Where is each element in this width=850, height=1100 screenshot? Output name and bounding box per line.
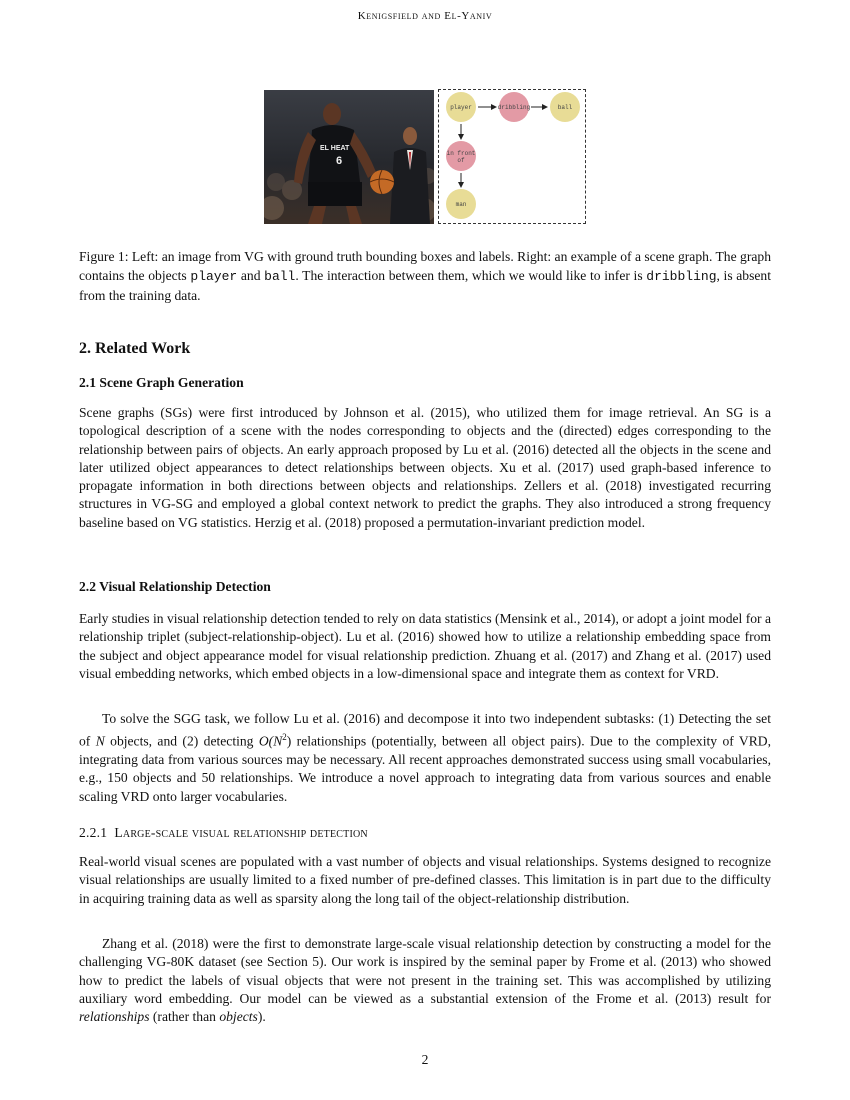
paragraph-text: relationships (potentially, between all object pairs). Due to the complexity of VRD, integrating data from various sources may be necessary. All recent approaches demonstrated success using small vocabularies, e.g., 150 objects and 50 relationships. We introduce a novel approach to integrating data from various sources and enable scaling VRD onto larger vocabularies. [79, 733, 771, 804]
paragraph-text: objects, and (2) detecting [104, 733, 259, 749]
paragraph: Early studies in visual relationship detection tended to rely on data statistics (Mensink et al., 2014), or adopt a joint model for a relationship triplet (subject-relationship-object). Lu et al. (2016) showed how to utilize a relationship embedding space from the subject and object appearance model for visual relationship prediction. Zhuang et al. (2017) and Zhang et al. (2017) used visual embedding networks, which embed objects in a low-dimensional space and integrate them as context for VRD. [79, 611, 771, 681]
emphasis: relationships [79, 1009, 150, 1025]
paragraph-text: To solve the SGG task, we follow Lu et al. (2016) and decompose it into two independent subtasks: (1) Detecting the set of [79, 711, 771, 749]
section-title: 2. Related Work [79, 340, 191, 357]
node-label-in-front: in front [446, 150, 476, 157]
math-N: N [95, 733, 105, 749]
subsubsection-number: 2.2.1 [79, 825, 108, 840]
node-label-man: man [455, 201, 467, 208]
node-label-of: of [457, 157, 465, 164]
basketball-photo [264, 90, 434, 224]
page-number: 2 [421, 1052, 429, 1067]
subsubsection-name: Large-scale visual relationship detection [114, 825, 368, 840]
caption-text: . The interaction between them, which we would like to infer is [295, 268, 647, 283]
node-label-ball: ball [557, 104, 573, 111]
figure-photo [264, 90, 434, 224]
running-head: Kenigsfield and El-Yaniv [357, 10, 493, 22]
math-close-paren: ) [286, 733, 292, 749]
paragraph: Real-world visual scenes are populated with a vast number of objects and visual relationships. Systems designed to recognize visual relationships are usually limited to a fixed number of pre-defined classes. This limitation is in part due to the difficulty in acquiring training data as well as sparsity along the long tail of the object-relationship distribution. [79, 854, 771, 906]
caption-relation-dribbling: dribbling [646, 269, 717, 284]
caption-text: and [237, 268, 265, 283]
node-label-player: player [450, 104, 472, 111]
math-O-N-squared: O(N [258, 733, 283, 749]
paragraph [79, 935, 771, 1026]
caption-object-player: player [190, 269, 238, 284]
node-label-dribbling: dribbling [497, 104, 531, 111]
scene-graph-figure [438, 89, 586, 224]
caption-text: , is absent from the training data. [79, 268, 772, 303]
paragraph-text: (rather than [149, 1009, 220, 1025]
emphasis: objects [219, 1009, 258, 1025]
jersey-number: 6 [336, 155, 343, 167]
math-superscript: 2 [282, 732, 287, 743]
jersey-text: EL HEAT [320, 145, 350, 152]
paragraph: Scene graphs (SGs) were first introduced by Johnson et al. (2015), who utilized them for image retrieval. An SG is a topological description of a scene with the nodes corresponding to objects and the (directed) edges corresponding to the relationship between pairs of objects. An early approach proposed by Lu et al. (2016) detected all the objects in the scene and later utilized object appearances to detect relationships between objects. Xu et al. (2017) used graph-based inference to propagate information in both directions between objects and relationships. Zellers et al. (2018) investigated recurring structures in VG-SG and employed a global context network to predict the graphs. They also introduced a strong frequency baseline based on VG statistics. Herzig et al. (2018) proposed a permutation-invariant prediction model. [79, 405, 771, 530]
paragraph-text: Zhang et al. (2018) were the first to demonstrate large-scale visual relationship detection by constructing a model for the challenging VG-80K dataset (see Section 5). Our work is inspired by the seminal paper by Frome et al. (2013) who showed how to predict the labels of visual objects that were not present in the training set. This was accomplished by utilizing auxiliary word embedding. Our model can be viewed as a substantial extension of the Frome et al. (2013) result for [79, 936, 771, 1006]
caption-object-ball: ball [264, 269, 296, 284]
caption-text: Figure 1: Left: an image from VG with ground truth bounding boxes and labels. Right: an example of a scene graph. The graph contains the objects [79, 249, 771, 283]
basketball [370, 170, 394, 194]
figure-caption [79, 247, 771, 305]
subsection-title-scene-graph-generation: 2.1 Scene Graph Generation [79, 375, 244, 390]
subsubsection-title [79, 825, 368, 841]
paragraph [79, 710, 771, 806]
paragraph-text: ). [257, 1009, 266, 1025]
subsection-title-visual-relationship-detection: 2.2 Visual Relationship Detection [79, 579, 271, 594]
